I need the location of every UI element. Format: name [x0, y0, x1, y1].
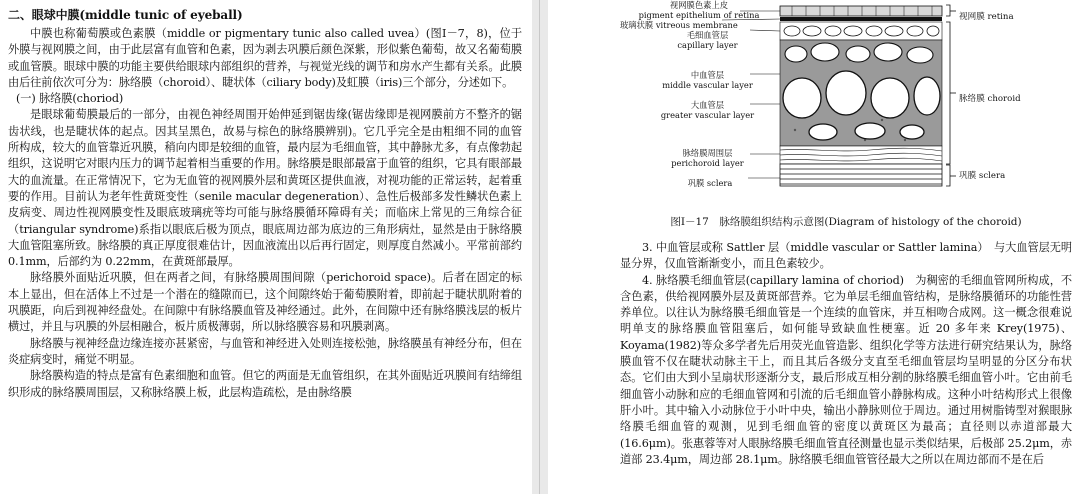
- choroid-histology-figure: [620, 0, 1072, 228]
- label-choroid-group: 脉络膜 choroid: [959, 94, 1021, 104]
- right-text-body: [620, 240, 1072, 468]
- left-text-body: [8, 7, 522, 401]
- right-page: [548, 0, 1080, 494]
- paragraph: 脉络膜外面贴近巩膜，但在两者之间，有脉络膜周围间隙（perichoroid space)。后者在固定的标本上显出，但在活体上不过是一个潜在的缝隙而已，这个间隙终始于葡萄膜附着，即前起于睫状肌附着的巩膜距，向后到视神经盘处。在间隙中有脉络膜血管及神经通过。此外，在间隙中还有脉络膜浅层的板片横过，并且与巩膜的外层相融合，板片质极薄弱，所以脉络膜容易和巩膜剥离。: [8, 271, 522, 334]
- paragraph: 中膜也称葡萄膜或色素膜（middle or pigmentary tunic also called uvea）(图Ⅰ－7，8)，位于外膜与视网膜之间，由于此层富有血管和色素，因为剥去巩膜后颜色深紫，形似紫色葡萄，故又名葡萄膜或血管膜。眼球中膜的功能主要供给眼球内部组织的营养，与视觉光线的调节和房水产生都有关系。此膜由后往前依次可分为：脉络膜（choroid）、睫状体（ciliary body)及虹膜（iris)三个部分，分述如下。: [8, 27, 522, 89]
- paragraph: 脉络膜构造的特点是富有色素细胞和血管。但它的两面是无血管组织，在其外面贴近巩膜间有结缔组织形成的脉络膜周围层，又称脉络膜上板，此层构造疏松，是由脉络膜: [8, 369, 522, 399]
- pigment-epithelium-layer: [780, 6, 942, 16]
- label-pigment-epithelium: 视网膜色素上皮 pigment epithelium of retina: [638, 0, 760, 20]
- paragraph: 4. 脉络膜毛细血管层(capillary lamina of choriod) 为稠密的毛细血管网所构成，不含色素，供给视网膜外层及黄斑部营养。它为单层毛细血管结构，是脉络膜循环的功能性营养单位。以往认为脉络膜毛细血管是一个连续的血管床，并互相吻合成网。这一概念很难说明单支的脉络膜血管阻塞后，如何能导致缺血性梗塞。近 20 多年来 Krey(1975)、Koyama(1982)等众多学者先后用荧光血管造影、组织化学等方法进行研究结果认为，脉络膜血管不仅在睫状动脉主干上，而且其后各级分支直至毛细血管层均呈明显的分区分布状态。它们由大到小呈扇状形逐渐分支，最后形成互相分割的脉络膜毛细血管小叶。它由前毛细血管小动脉和应的毛细血管网和引流的后毛细血管小静脉构成。这种小叶结构形式上很像肝小叶。其中输入小动脉位于小叶中央，输出小静脉则位于周边。通过用树脂铸型对猴眼脉络膜毛细血管的观测，见到毛细血管的密度以黄斑区为最高；直径则以赤道部最大(16.6μm)。张惠蓉等对人眼脉络膜毛细血管直径测量也显示类似结果，后极部 25.2μm，赤道部 23.4μm，周边部 28.1μm。脉络膜毛细血管管径最大之所以在周边部而不是在后: [620, 273, 1072, 466]
- paragraph: 3. 中血管层或称 Sattler 层（middle vascular or Sattler lamina） 与大血管层无明显分界，仅血管渐渐变小，而且色素较少。: [620, 241, 1072, 271]
- label-perichoroid-layer: 脉络膜周围层 perichoroid layer: [671, 148, 744, 168]
- page-divider: [539, 0, 540, 494]
- subsection-heading: (一) 脉络膜(choriod): [16, 92, 124, 106]
- label-sclera-group: 巩膜 sclera: [959, 171, 1006, 181]
- label-middle-vascular-layer: 中血管层 middle vascular layer: [662, 70, 753, 90]
- paragraph: 是眼球葡萄膜最后的一部分，由视色神经周围开始伸延到锯齿缘(锯齿缘即是视网膜前方不整齐的锯齿状线，也是睫状体的起点。因其呈黑色，故易与棕色的脉络膜辨别)。它几乎完全是由粗细不同的血管所构成，较大的血管靠近巩膜，稍向内即是较细的血管，最内层为毛细血管，其中静脉尤多，有点像勃起组织，这说明它对眼内压力的调节起着相当重要的作用。脉络膜是眼部最富于血管的组织，它具有眼部最大的血流量。在正常情况下，它为无血管的视网膜外层和黄斑区提供血液，对视功能的正常运转，起着重要的作用。目前认为老年性黄斑变性（senile macular degeneration）、急性后极部多发性鳞状色素上皮病变、周边性视网膜变性及眼底玻璃疣等均可能与脉络膜循环障碍有关；而临床上常见的三角综合征（triangular syndrome)系指以眼底后极为顶点，眼底周边部为底边的三角形病灶，显然是由于脉络膜大血管阻塞所致。脉络膜的真正厚度很难估计，因血液流出以后再行固定，则厚度自然减小。平常前部约 0.1mm，后部约为 0.22mm，在黄斑部最厚。: [8, 108, 522, 269]
- label-retina-group: 视网膜 retina: [959, 12, 1014, 22]
- section-heading: 二、眼球中膜(middle tunic of eyeball): [8, 8, 243, 22]
- sclera-layer: [780, 164, 942, 186]
- label-greater-vascular-layer: 大血管层 greater vascular layer: [660, 100, 755, 120]
- page-gutter: [532, 0, 548, 494]
- label-sclera: 巩膜 sclera: [687, 178, 733, 188]
- label-capillary-layer: 毛细血管层 capillary layer: [677, 30, 738, 50]
- left-page: [0, 0, 532, 494]
- right-brackets: [946, 5, 956, 186]
- label-vitreous-membrane: 玻璃状膜 vitreous membrane: [620, 20, 738, 30]
- figure-caption: 图Ⅰ－17 脉络膜组织结构示意图(Diagram of histology of the choroid): [670, 216, 1022, 228]
- paragraph: 脉络膜与视神经盘边缘连接亦甚紧密，与血管和神经进入处则连接松弛，脉络膜虽有神经分布，但在炎症病变时，痛觉不明显。: [8, 336, 522, 366]
- vitreous-membrane: [780, 17, 942, 21]
